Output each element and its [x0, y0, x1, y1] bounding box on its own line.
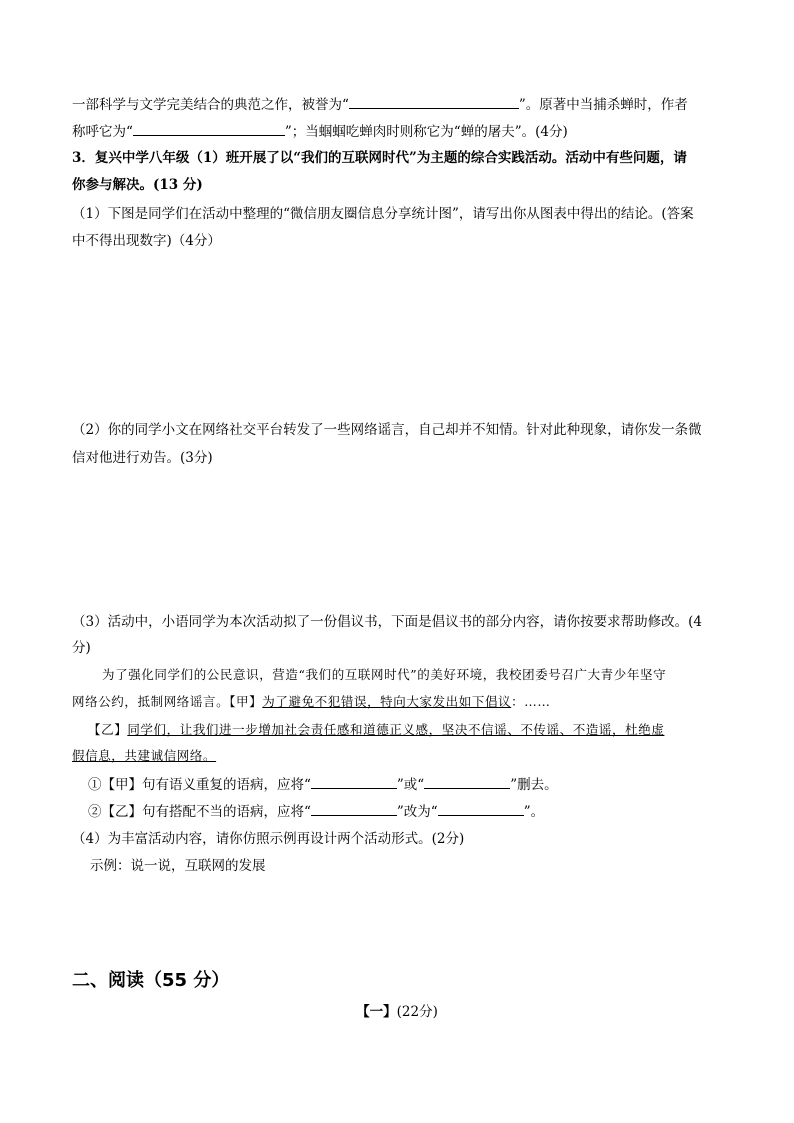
- q3-sub3-line1: （3）活动中，小语同学为本次活动拟了一份倡议书，下面是倡议书的部分内容，请你按要求帮助修改。(4: [72, 614, 702, 630]
- part-score: (22分): [396, 1004, 438, 1020]
- answer-blank: [424, 774, 510, 789]
- section-heading: 二、阅读（55 分）: [72, 970, 230, 991]
- proposal-line2-ellipsis: ：……: [511, 694, 551, 709]
- q3-sub4-line1: （4）为丰富活动内容，请你仿照示例再设计两个活动形式。(2分): [72, 831, 465, 847]
- q3-title-line2: 你参与解决。(13 分): [72, 177, 203, 193]
- q2-line1-suffix: ”。原著中当捕杀蝉时，作者: [518, 97, 688, 113]
- item1-or: ”或“: [396, 777, 425, 793]
- q3-sub2-line2: 信对他进行劝告。(3分): [72, 450, 213, 466]
- q3-sub3-line2: 分): [72, 640, 91, 656]
- q2-line1-prefix: 一部科学与文学完美结合的典范之作，被誉为“: [72, 97, 349, 113]
- answer-blank: [133, 121, 285, 136]
- item1-text: ①【甲】句有语义重复的语病，应将“: [88, 777, 311, 793]
- item2-text: ②【乙】句有搭配不当的语病，应将“: [88, 804, 311, 820]
- answer-blank: [311, 774, 397, 789]
- q2-line2-suffix: ”；当蝈蝈吃蝉肉时则称它为“蝉的屠夫”。(4分): [284, 124, 568, 140]
- item2-end: ”。: [523, 804, 545, 820]
- item1-end: ”删去。: [510, 777, 558, 793]
- q3-sub4-example: 示例：说一说，互联网的发展: [90, 858, 266, 874]
- proposal-jia-sentence: 为了避免不犯错误，特向大家发出如下倡议: [262, 694, 512, 709]
- proposal-line2-text: 网络公约，抵制网络谣言。【甲】: [72, 694, 263, 709]
- q2-line1: [72, 94, 688, 115]
- proposal-line4: 假信息，共建诚信网络。: [72, 748, 217, 763]
- q3-title-line1: 3．复兴中学八年级（1）班开展了以“我们的互联网时代”为主题的综合实践活动。活动中有些问题，请: [72, 150, 687, 166]
- q3-sub2-line1: （2）你的同学小文在网络社交平台转发了一些网络谣言，自己却并不知情。针对此种现象，请你发一条微: [72, 422, 702, 438]
- q3-sub1-line2: 中不得出现数字)（4分）: [72, 233, 221, 249]
- answer-blank: [438, 801, 524, 816]
- proposal-yi-sentence: 同学们，让我们进一步增加社会责任感和道德正义感，坚决不信谣、不传谣、不造谣，杜绝虚: [127, 722, 665, 737]
- answer-blank: [349, 94, 519, 109]
- proposal-line1: 为了强化同学们的公民意识，营造“我们的互联网时代”的美好环境，我校团委号召广大青少年坚守: [102, 667, 667, 682]
- answer-blank: [311, 801, 397, 816]
- q3-sub1-line1: （1）下图是同学们在活动中整理的“微信朋友圈信息分享统计图”，请写出你从图表中得出的结论。(答案: [72, 206, 694, 222]
- item1: [88, 774, 558, 795]
- part-label-bracket: 【一】: [356, 1004, 397, 1020]
- proposal-yi-label: 【乙】: [88, 722, 128, 737]
- proposal-line3: [88, 720, 664, 740]
- item2: [88, 801, 544, 822]
- proposal-line2: [72, 692, 550, 712]
- item2-change: ”改为“: [396, 804, 438, 820]
- q2-line2: [72, 121, 568, 142]
- part-label: [0, 1000, 794, 1020]
- q2-line2-prefix: 称呼它为“: [72, 124, 133, 140]
